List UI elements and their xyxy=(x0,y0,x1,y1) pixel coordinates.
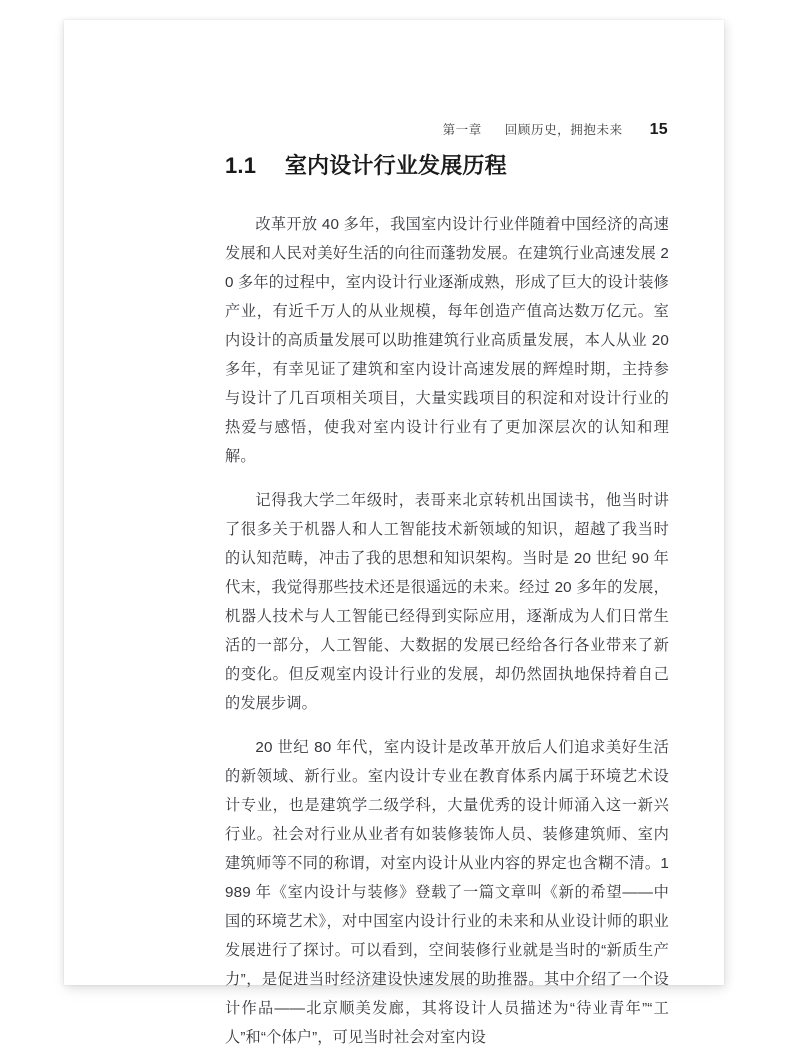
body-paragraph: 20 世纪 80 年代，室内设计是改革开放后人们追求美好生活的新领域、新行业。室内设计专业在教育体系内属于环境艺术设计专业，也是建筑学二级学科，大量优秀的设计师涌入这一新兴行业。社会对行业从业者有如装修装饰人员、装修建筑师、室内建筑师等不同的称谓，对室内设计从业内容的界定也含糊不清。1989 年《室内设计与装修》登载了一篇文章叫《新的希望——中国的环境艺术》，对中国室内设计行业的未来和从业设计师的职业发展进行了探讨。可以看到，空间装修行业就是当时的“新质生产力”，是促进当时经济建设快速发展的助推器。其中介绍了一个设计作品——北京顺美发廊，其将设计人员描述为“待业青年”“工人”和“个体户”，可见当时社会对室内设 xyxy=(225,738,669,1046)
text-block xyxy=(225,152,669,1052)
section-number: 1.1 xyxy=(225,153,257,178)
running-head-chapter-label: 第一章 xyxy=(442,123,482,137)
section-title: 室内设计行业发展历程 xyxy=(284,153,507,178)
running-head xyxy=(64,120,668,139)
body-paragraph: 记得我大学二年级时，表哥来北京转机出国读书，他当时讲了很多关于机器人和人工智能技术新领域的知识，超越了我当时的认知范畴，冲击了我的思想和知识架构。当时是 20 世纪 90 年代末，我觉得那些技术还是很遥远的未来。经过 20 多年的发展，机器人技术与人工智能已经得到实际应用，逐渐成为人们日常生活的一部分，人工智能、大数据的发展已经给各行各业带来了新的变化。但反观室内设计行业的发展，却仍然固执地保持着自己的发展步调。 xyxy=(225,491,669,712)
book-page xyxy=(64,20,724,1046)
page-number: 15 xyxy=(649,121,668,138)
body-paragraph: 改革开放 40 多年，我国室内设计行业伴随着中国经济的高速发展和人民对美好生活的向往而蓬勃发展。在建筑行业高速发展 20 多年的过程中，室内设计行业逐渐成熟，形成了巨大的设计装修产业，有近千万人的从业规模，每年创造产值高达数万亿元。室内设计的高质量发展可以助推建筑行业高质量发展，本人从业 20 多年，有幸见证了建筑和室内设计高速发展的辉煌时期，主持参与设计了几百项相关项目，大量实践项目的积淀和对设计行业的热爱与感悟，使我对室内设计行业有了更加深层次的认知和理解。 xyxy=(225,215,669,465)
section-heading xyxy=(225,152,669,181)
running-head-chapter-title: 回顾历史，拥抱未来 xyxy=(504,123,623,137)
